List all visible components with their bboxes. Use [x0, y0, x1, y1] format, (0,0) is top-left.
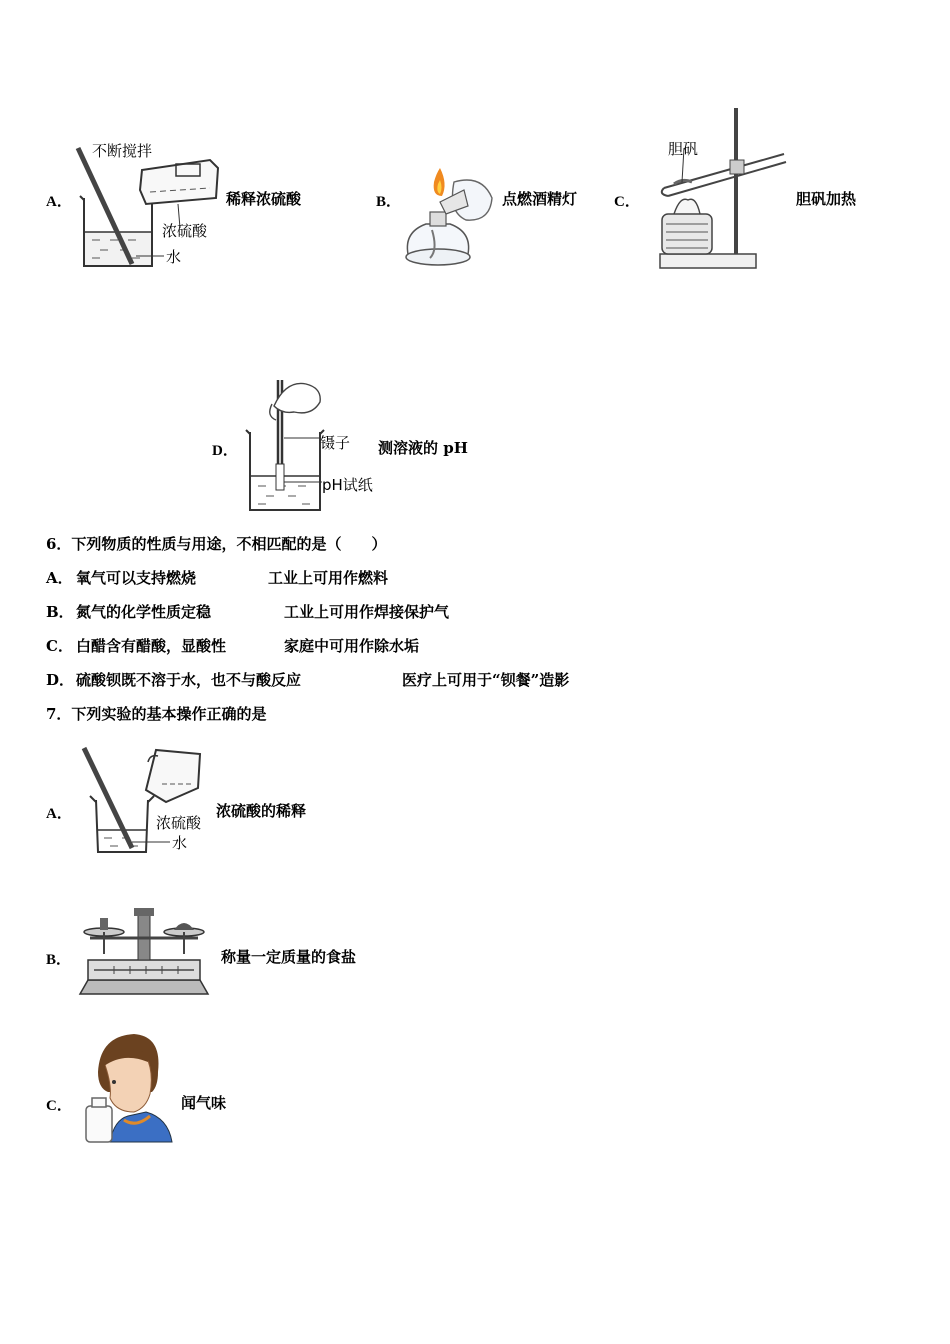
q5-c-chalcanthite-label: 胆矾 — [668, 140, 699, 158]
q7-option-c-caption: 闻气味 — [181, 1094, 227, 1112]
q6-option-a-property: 氧气可以支持燃烧 — [76, 569, 197, 587]
q5-d-tweezers-label: 镊子 — [320, 434, 351, 452]
q6-option-b-use: 工业上可用作焊接保护气 — [284, 603, 450, 621]
q5-option-b-label: B． — [376, 194, 402, 210]
q6-option-d-use: 医疗上可用于“钡餐”造影 — [402, 671, 570, 689]
q5-option-d-caption: 测溶液的 pH — [378, 439, 468, 457]
q7-stem: 7．下列实验的基本操作正确的是 — [46, 705, 267, 723]
q6-option-d-label: D． — [46, 671, 75, 689]
q6-option-c-property: 白醋含有醋酸，显酸性 — [76, 637, 227, 655]
q5-option-a-caption: 稀释浓硫酸 — [226, 190, 302, 208]
q7-a-dilute-figure — [74, 744, 214, 858]
q5-option-d-label: D． — [212, 443, 238, 459]
q7-option-a-label: A． — [46, 806, 72, 822]
q7-option-b-caption: 称量一定质量的食盐 — [221, 948, 357, 966]
q7-option-b-label: B． — [46, 952, 72, 968]
q7-a-acid-label: 浓硫酸 — [156, 814, 202, 832]
q6-stem: 6．下列物质的性质与用途，不相匹配的是（ ） — [46, 535, 387, 553]
q5-a-dilute-figure — [70, 140, 230, 272]
q5-option-a-label: A． — [46, 194, 72, 210]
q6-option-d-property: 硫酸钡既不溶于水，也不与酸反应 — [76, 671, 302, 689]
q5-a-stir-label: 不断搅拌 — [92, 142, 153, 160]
q5-d-ph-figure — [236, 376, 376, 514]
q7-a-water-label: 水 — [172, 834, 188, 852]
q7-option-a-caption: 浓硫酸的稀释 — [216, 802, 307, 820]
q6-option-c-label: C． — [46, 637, 73, 655]
q7-option-c-label: C． — [46, 1098, 72, 1114]
q5-c-heating-figure — [652, 104, 790, 272]
q6-option-a-label: A． — [46, 569, 73, 587]
q6-option-b-label: B． — [46, 603, 74, 621]
q5-d-ph-paper-label: pH试纸 — [322, 476, 373, 494]
q6-option-b-property: 氮气的化学性质定稳 — [76, 603, 212, 621]
q5-b-alcohol-lamp-figure — [396, 162, 500, 272]
q5-a-water-label: 水 — [166, 248, 182, 266]
q6-option-c-use: 家庭中可用作除水垢 — [284, 637, 420, 655]
q5-option-c-caption: 胆矾加热 — [796, 190, 857, 208]
q6-option-a-use: 工业上可用作燃料 — [268, 569, 389, 587]
q5-option-b-caption: 点燃酒精灯 — [502, 190, 578, 208]
q7-c-smell-figure — [80, 1032, 176, 1144]
q5-a-acid-label: 浓硫酸 — [162, 222, 208, 240]
q5-option-c-label: C． — [614, 194, 640, 210]
q7-b-balance-figure — [74, 904, 214, 998]
